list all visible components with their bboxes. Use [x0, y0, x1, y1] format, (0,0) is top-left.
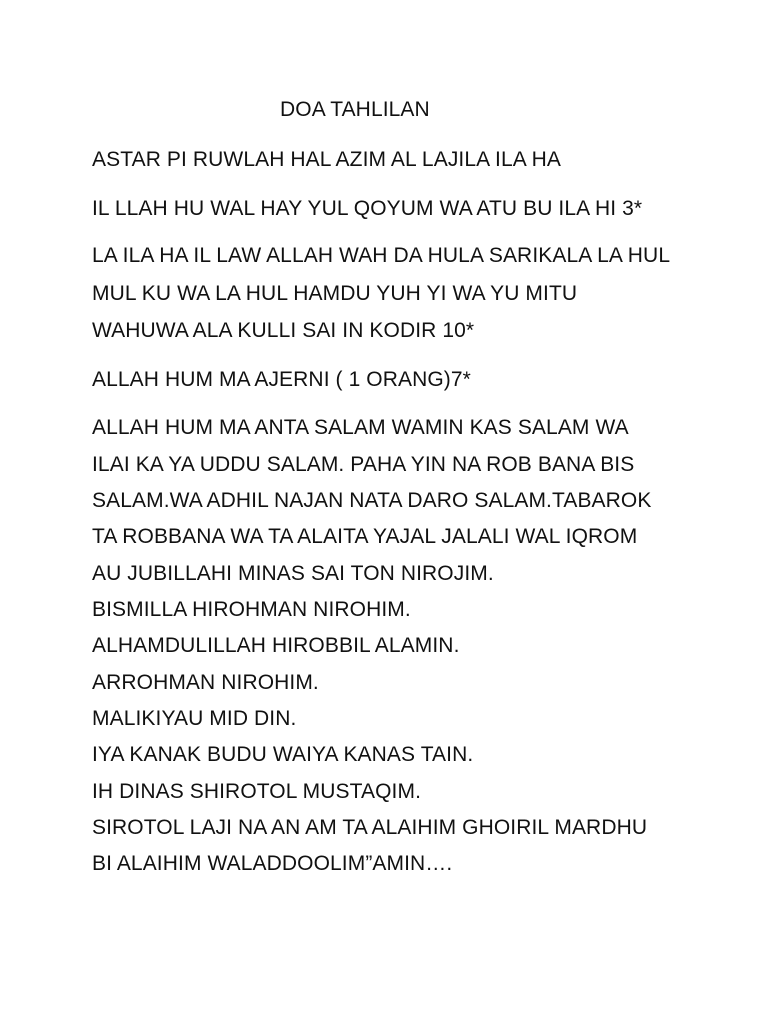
text-line: MALIKIYAU MID DIN.	[92, 707, 297, 730]
text-line: ASTAR PI RUWLAH HAL AZIM AL LAJILA ILA HA	[92, 148, 561, 171]
text-line: IYA KANAK BUDU WAIYA KANAS TAIN.	[92, 743, 474, 766]
text-line: SALAM.WA ADHIL NAJAN NATA DARO SALAM.TABAROK	[92, 489, 652, 512]
text-line: IH DINAS SHIROTOL MUSTAQIM.	[92, 780, 422, 803]
text-line: MUL KU WA LA HUL HAMDU YUH YI WA YU MITU	[92, 282, 578, 305]
text-line: ALLAH HUM MA AJERNI ( 1 ORANG)7*	[92, 368, 471, 391]
text-line: AU JUBILLAHI MINAS SAI TON NIROJIM.	[92, 562, 494, 585]
text-line: WAHUWA ALA KULLI SAI IN KODIR 10*	[92, 319, 475, 342]
text-line: SIROTOL LAJI NA AN AM TA ALAIHIM GHOIRIL MARDHU	[92, 816, 648, 839]
text-line: TA ROBBANA WA TA ALAITA YAJAL JALALI WAL IQROM	[92, 525, 638, 548]
document-title: DOA TAHLILAN	[280, 98, 430, 121]
text-line: ILAI KA YA UDDU SALAM. PAHA YIN NA ROB BANA BIS	[92, 453, 635, 476]
text-line: ARROHMAN NIROHIM.	[92, 671, 319, 694]
text-line: IL LLAH HU WAL HAY YUL QOYUM WA ATU BU ILA HI 3*	[92, 197, 643, 220]
text-line: ALLAH HUM MA ANTA SALAM WAMIN KAS SALAM WA	[92, 416, 629, 439]
text-line: BI ALAIHIM WALADDOOLIM”AMIN….	[92, 852, 453, 875]
text-line: LA ILA HA IL LAW ALLAH WAH DA HULA SARIKALA LA HUL	[92, 244, 671, 267]
text-line: BISMILLA HIROHMAN NIROHIM.	[92, 598, 411, 621]
text-line: ALHAMDULILLAH HIROBBIL ALAMIN.	[92, 634, 460, 657]
